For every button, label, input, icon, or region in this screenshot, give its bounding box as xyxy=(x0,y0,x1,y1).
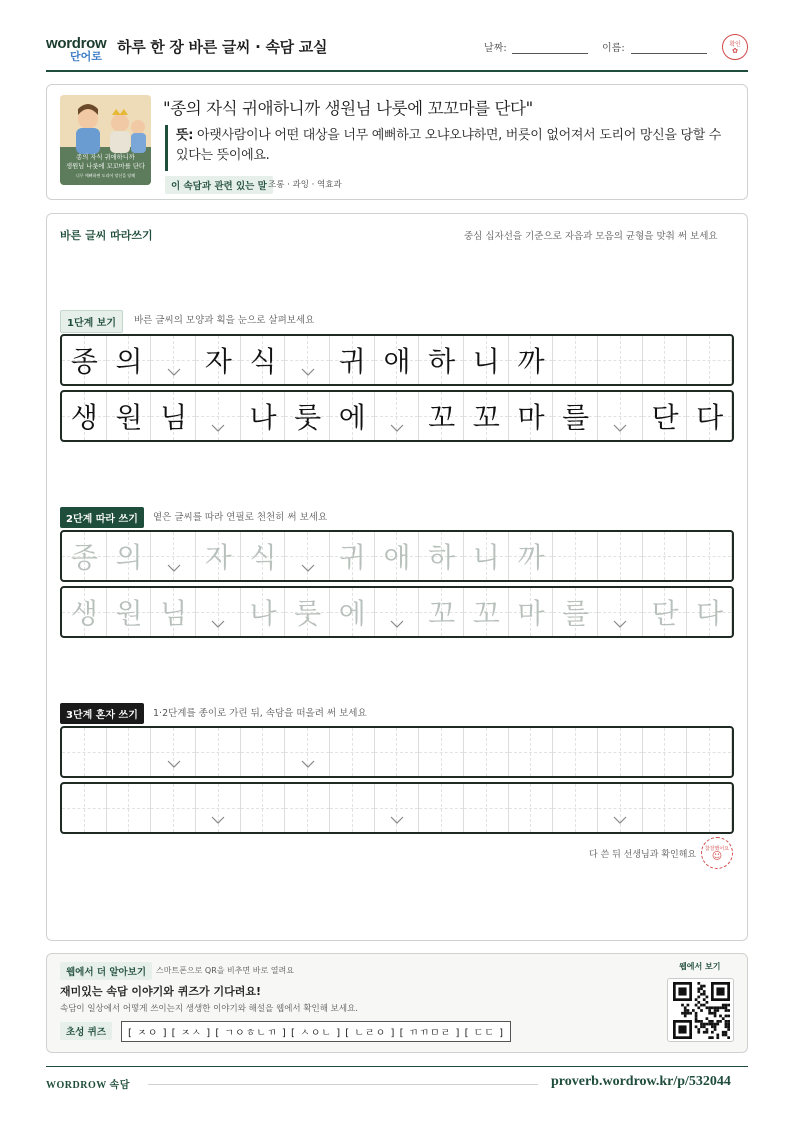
grid-cell xyxy=(643,784,688,832)
page-title: 하루 한 장 바른 글씨 · 속담 교실 xyxy=(117,38,328,56)
grid-cell xyxy=(598,336,643,384)
grid-char: 의 xyxy=(115,345,143,378)
grid-char: 하 xyxy=(428,345,456,378)
spacing-chevron-icon xyxy=(390,620,404,628)
web-view-label: 웹에서 보기 xyxy=(679,962,721,971)
grid-cell xyxy=(598,784,643,832)
grid-cell xyxy=(330,728,375,776)
good-job-stamp xyxy=(701,837,733,869)
check-note: 다 쓴 뒤 선생님과 확인해요 xyxy=(589,850,697,860)
thumb-caption-3: 너무 예뻐하면 도리어 망신을 당해 xyxy=(75,173,136,178)
grid-char: 원 xyxy=(115,401,143,434)
name-label: 이름: xyxy=(602,43,625,54)
stamp-star-icon: ✿ xyxy=(732,47,738,55)
grid-char: 자 xyxy=(204,345,232,378)
spacing-chevron-icon xyxy=(167,760,181,768)
practice-title: 바른 글씨 따라쓰기 xyxy=(60,229,153,242)
grid-char: 님 xyxy=(160,597,188,630)
qr-code[interactable] xyxy=(667,978,734,1042)
grid-char: 식 xyxy=(249,345,277,378)
spacing-chevron-icon xyxy=(167,564,181,572)
logo-wordmark: wordrow xyxy=(46,35,107,52)
grid-char: 꼬 xyxy=(428,401,456,434)
spacing-chevron-icon xyxy=(301,368,315,376)
spacing-chevron-icon xyxy=(613,620,627,628)
step2-row-2[interactable] xyxy=(60,586,734,638)
grid-char: 에 xyxy=(338,597,366,630)
grid-cell xyxy=(553,336,598,384)
grid-cell xyxy=(107,784,152,832)
spacing-chevron-icon xyxy=(301,564,315,572)
grid-cell xyxy=(107,728,152,776)
grid-char: 식 xyxy=(249,541,277,574)
grid-cell xyxy=(375,588,420,636)
step3-badge: 3단계 혼자 쓰기 xyxy=(60,703,144,724)
grid-char: 까 xyxy=(517,345,545,378)
web-headline: 재미있는 속담 이야기와 퀴즈가 기다려요! xyxy=(60,985,261,998)
grid-cell xyxy=(419,784,464,832)
grid-cell xyxy=(687,532,732,580)
date-label: 날짜: xyxy=(484,43,507,54)
grid-cell xyxy=(196,588,241,636)
grid-char: 에 xyxy=(338,401,366,434)
step1-badge: 1단계 보기 xyxy=(60,310,123,333)
grid-char: 꼬 xyxy=(472,401,500,434)
grid-char: 니 xyxy=(472,541,500,574)
grid-char: 마 xyxy=(517,597,545,630)
spacing-chevron-icon xyxy=(167,368,181,376)
spacing-chevron-icon xyxy=(211,424,225,432)
footer-divider xyxy=(148,1084,538,1085)
smile-icon: ☺ xyxy=(711,850,723,862)
grid-char: 귀 xyxy=(338,345,366,378)
grid-char: 다 xyxy=(696,401,724,434)
meaning-label: 뜻: xyxy=(176,128,194,143)
logo-korean: 단어로 xyxy=(70,51,102,63)
meaning-bar xyxy=(165,125,168,171)
grid-cell xyxy=(375,784,420,832)
grid-cell xyxy=(643,532,688,580)
step2-badge: 2단계 따라 쓰기 xyxy=(60,507,144,528)
grid-char: 마 xyxy=(517,401,545,434)
grid-char: 애 xyxy=(383,541,411,574)
step3-desc: 1·2단계를 종이로 가린 뒤, 속담을 떠올려 써 보세요 xyxy=(153,708,367,719)
meaning-text: 아랫사람이나 어떤 대상을 너무 예뻐하고 오냐오냐하면, 버릇이 없어져서 도리어 망신을 당할 수 있다는 뜻이에요. xyxy=(176,128,722,163)
grid-cell xyxy=(598,588,643,636)
grid-char: 생 xyxy=(70,401,98,434)
grid-cell xyxy=(196,728,241,776)
grid-char: 원 xyxy=(115,597,143,630)
grid-cell xyxy=(285,728,330,776)
grid-cell xyxy=(553,784,598,832)
grid-cell xyxy=(375,392,420,440)
grid-cell xyxy=(687,784,732,832)
grid-cell xyxy=(241,728,286,776)
grid-cell xyxy=(285,336,330,384)
grid-char: 를 xyxy=(562,401,590,434)
grid-cell xyxy=(151,728,196,776)
grid-cell xyxy=(151,336,196,384)
scan-hint: 스마트폰으로 QR을 비추면 바로 열려요 xyxy=(156,966,294,975)
chosung-quiz: [ ㅈㅇ ] [ ㅈㅅ ] [ ㄱㅇㅎㄴㄲ ] [ ㅅㅇㄴ ] [ ㄴㄹㅇ ] [ ㄲㄲㅁㄹ ] [ ㄷㄷ ] xyxy=(121,1021,511,1042)
wordrow-logo xyxy=(46,34,108,62)
grid-cell xyxy=(419,728,464,776)
grid-cell xyxy=(241,784,286,832)
spacing-chevron-icon xyxy=(211,620,225,628)
grid-cell xyxy=(464,784,509,832)
spacing-chevron-icon xyxy=(613,816,627,824)
qr-icon xyxy=(673,982,730,1039)
confirm-stamp xyxy=(722,34,748,60)
grid-cell xyxy=(464,728,509,776)
name-field[interactable] xyxy=(631,53,707,54)
grid-char: 꼬 xyxy=(428,597,456,630)
spacing-chevron-icon xyxy=(390,424,404,432)
grid-cell xyxy=(509,728,554,776)
proverb-quote: "종의 자식 귀애하니까 생원님 나룻에 꼬꼬마를 단다" xyxy=(163,99,533,118)
web-desc: 속담이 일상에서 어떻게 쓰이는지 생생한 이야기와 해설을 웹에서 확인해 보세요. xyxy=(60,1004,358,1014)
grid-char: 단 xyxy=(651,597,679,630)
grid-cell xyxy=(330,784,375,832)
grid-char: 하 xyxy=(428,541,456,574)
grid-cell xyxy=(151,532,196,580)
thumb-caption-1: 종의 자식 귀애하니까 xyxy=(76,154,135,161)
grid-cell xyxy=(643,728,688,776)
grid-cell xyxy=(62,728,107,776)
grid-char: 니 xyxy=(472,345,500,378)
step1-row-2 xyxy=(60,390,734,442)
web-more-tag: 웹에서 더 알아보기 xyxy=(60,962,152,980)
grid-cell xyxy=(687,336,732,384)
step2-row-1[interactable] xyxy=(60,530,734,582)
grid-char: 나 xyxy=(249,597,277,630)
step3-row-2[interactable] xyxy=(60,782,734,834)
grid-cell xyxy=(375,728,420,776)
grid-cell xyxy=(196,392,241,440)
grid-cell xyxy=(285,784,330,832)
header-rule xyxy=(46,70,748,72)
footer-url[interactable]: proverb.wordrow.kr/p/532044 xyxy=(551,1074,731,1089)
date-field[interactable] xyxy=(512,53,588,54)
grid-char: 룻 xyxy=(294,401,322,434)
footer-brand: WORDROW 속담 xyxy=(46,1080,130,1091)
grid-cell xyxy=(598,392,643,440)
grid-cell xyxy=(643,336,688,384)
step2-desc: 옅은 글씨를 따라 연필로 천천히 써 보세요 xyxy=(153,512,328,523)
grid-char: 단 xyxy=(651,401,679,434)
grid-char: 룻 xyxy=(294,597,322,630)
grid-char: 님 xyxy=(160,401,188,434)
spacing-chevron-icon xyxy=(613,424,627,432)
grid-cell xyxy=(553,728,598,776)
grid-cell xyxy=(62,784,107,832)
grid-cell xyxy=(553,532,598,580)
grid-cell xyxy=(509,784,554,832)
good-job-text: 참잘했어요 xyxy=(704,845,730,852)
footer-rule-top xyxy=(46,1066,748,1067)
grid-char: 꼬 xyxy=(472,597,500,630)
grid-char: 종 xyxy=(70,345,98,378)
grid-cell xyxy=(285,532,330,580)
step3-row-1[interactable] xyxy=(60,726,734,778)
grid-char: 종 xyxy=(70,541,98,574)
grid-char: 생 xyxy=(70,597,98,630)
stamp-text: 확인 xyxy=(729,41,741,48)
grid-char: 의 xyxy=(115,541,143,574)
grid-char: 자 xyxy=(204,541,232,574)
grid-cell xyxy=(598,728,643,776)
grid-cell xyxy=(196,784,241,832)
proverb-meaning xyxy=(176,126,736,166)
grid-char: 를 xyxy=(562,597,590,630)
step1-row-1 xyxy=(60,334,734,386)
grid-cell xyxy=(687,728,732,776)
related-words: 조롱 · 과잉 · 역효과 xyxy=(268,180,342,190)
thumb-caption-2: 생원님 나룻에 꼬꼬마를 단다 xyxy=(66,163,145,170)
spacing-chevron-icon xyxy=(211,816,225,824)
grid-char: 까 xyxy=(517,541,545,574)
grid-char: 애 xyxy=(383,345,411,378)
practice-guide: 중심 십자선을 기준으로 자음과 모음의 균형을 맞춰 써 보세요 xyxy=(464,231,718,242)
grid-char: 다 xyxy=(696,597,724,630)
spacing-chevron-icon xyxy=(301,760,315,768)
grid-char: 귀 xyxy=(338,541,366,574)
grid-char: 나 xyxy=(249,401,277,434)
grid-cell xyxy=(598,532,643,580)
quiz-label: 초성 퀴즈 xyxy=(60,1022,112,1040)
step1-desc: 바른 글씨의 모양과 획을 눈으로 살펴보세요 xyxy=(134,315,315,326)
proverb-illustration xyxy=(60,95,151,185)
related-tag: 이 속담과 관련 있는 말 xyxy=(165,176,273,194)
spacing-chevron-icon xyxy=(390,816,404,824)
grid-cell xyxy=(151,784,196,832)
